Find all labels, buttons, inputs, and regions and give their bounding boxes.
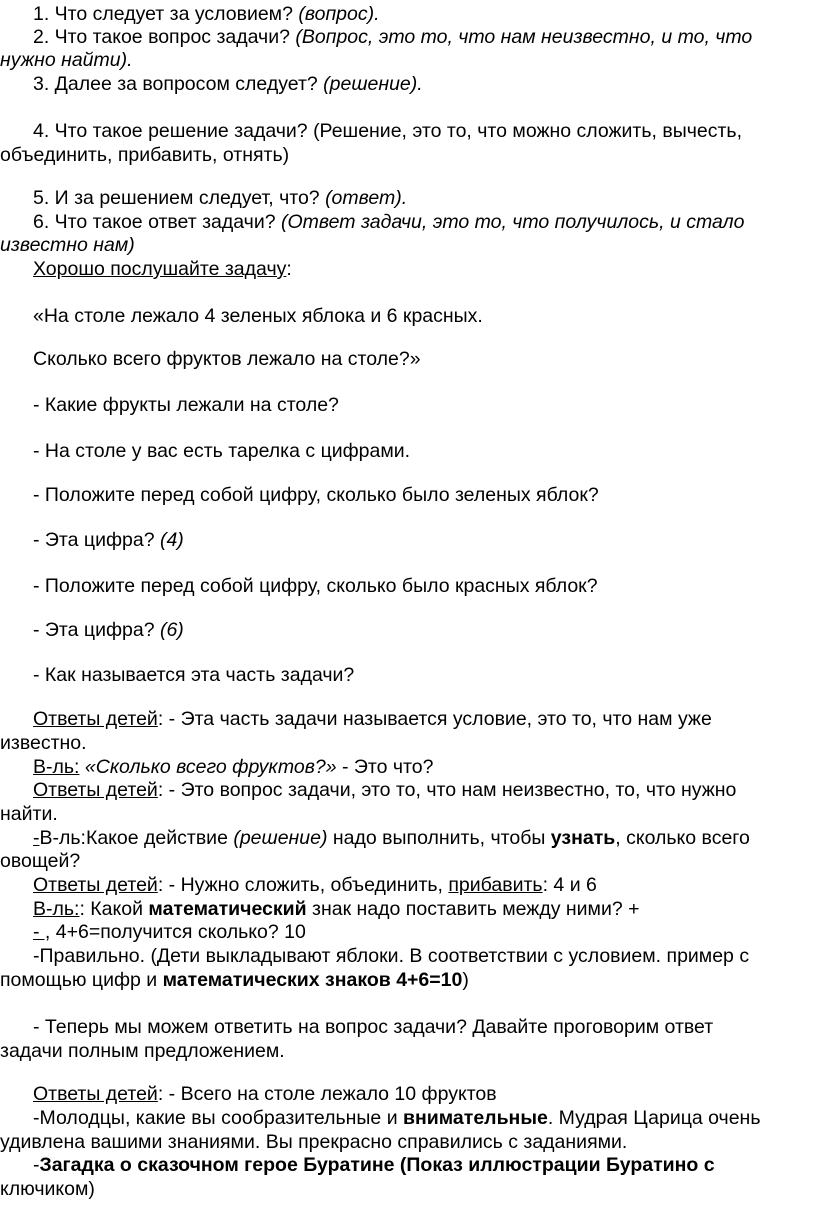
prompt-5 (33, 574, 598, 598)
underlined-text: В-ль: (33, 756, 80, 778)
answer-3 (33, 873, 597, 897)
question-4 (33, 119, 742, 143)
italic-text: известно нам) (0, 234, 135, 256)
text: ) (462, 969, 469, 991)
text: - На столе у вас есть тарелка с цифрами. (33, 440, 411, 462)
text: знак надо поставить между ними? + (306, 898, 640, 920)
underlined-text: Хорошо послушайте задачу (33, 258, 287, 280)
task-text-2 (33, 347, 421, 371)
text: задачи полным предложением. (0, 1040, 285, 1062)
teacher-1 (33, 755, 433, 779)
text: Сколько всего фруктов лежало на столе?» (33, 348, 421, 370)
prompt-3 (33, 483, 599, 507)
teacher-8-cont (0, 1177, 95, 1201)
teacher-6-cont (0, 1039, 285, 1063)
bold-text: внимательные (403, 1107, 548, 1129)
text: : - Всего на столе лежало 10 фруктов (157, 1083, 497, 1105)
listen-heading (33, 257, 292, 281)
prompt-2 (33, 439, 410, 463)
question-2 (33, 25, 752, 49)
text: : 4 и 6 (542, 874, 597, 896)
question-6 (33, 210, 745, 234)
text: : - Эта часть задачи называется условие, это то, что нам уже (157, 708, 712, 730)
text: - Положите перед собой цифру, сколько было красных яблок? (33, 575, 598, 597)
question-5 (33, 186, 407, 210)
text: 5. И за решением следует, что? (33, 187, 326, 209)
text: 3. Далее за вопросом следует? (33, 73, 324, 95)
question-1 (33, 2, 380, 26)
prompt-1 (33, 393, 339, 417)
text: : (286, 258, 292, 280)
italic-text: (решение). (323, 73, 423, 95)
prompt-6 (33, 618, 184, 642)
underlined-text: В-ль: (33, 898, 80, 920)
text: помощью цифр и (0, 969, 163, 991)
teacher-7-cont (0, 1130, 627, 1154)
teacher-6 (33, 1015, 713, 1039)
teacher-2-cont (0, 849, 80, 873)
question-3 (33, 72, 423, 96)
italic-text: (вопрос). (298, 3, 380, 25)
answer-1 (33, 707, 712, 731)
underlined-text: Ответы детей (33, 779, 158, 801)
italic-text: (Ответ задачи, это то, что получилось, и стало (281, 211, 745, 233)
text: 1. Что следует за условием? (33, 3, 299, 25)
italic-text: «Сколько всего фруктов?» (84, 756, 337, 778)
text: объединить, прибавить, отнять) (0, 144, 290, 166)
text: 4+6=получится сколько? 10 (50, 921, 306, 943)
italic-text: (ответ). (325, 187, 408, 209)
text: В-ль:Какое действие (39, 827, 234, 849)
text: - (33, 1154, 40, 1176)
prompt-7 (33, 663, 354, 687)
task-text-1 (33, 304, 483, 328)
underlined-text: - (33, 827, 40, 849)
italic-text: (6) (159, 619, 184, 641)
italic-text: (Вопрос, это то, что нам неизвестно, и то, что (295, 26, 753, 48)
text: 4. Что такое решение задачи? (Решение, это то, что можно сложить, вычесть, (33, 120, 742, 142)
text: - Эта цифра? (33, 619, 160, 641)
text: - Какие фрукты лежали на столе? (33, 394, 339, 416)
text: - Эта цифра? (33, 529, 160, 551)
teacher-8 (33, 1153, 715, 1177)
text: : - Это вопрос задачи, это то, что нам неизвестно, то, что нужно (157, 779, 737, 801)
teacher-7 (33, 1106, 761, 1130)
text: -Молодцы, какие вы сообразительные и (33, 1107, 404, 1129)
text: известно. (0, 732, 87, 754)
teacher-5 (33, 944, 749, 968)
question-6-cont (0, 233, 135, 257)
text: 6. Что такое ответ задачи? (33, 211, 281, 233)
text: , сколько всего (615, 827, 750, 849)
bold-text: математических знаков 4+6=10 (162, 969, 463, 991)
bold-text: Загадка о сказочном герое Буратине (Показ иллюстрации Буратино с (39, 1154, 715, 1176)
text: . Мудрая Царица очень (547, 1107, 761, 1129)
bold-text: узнать (550, 827, 616, 849)
underlined-text: Ответы детей (33, 708, 158, 730)
text: найти. (0, 803, 58, 825)
text: - Это что? (336, 756, 434, 778)
text: - Теперь мы можем ответить на вопрос задачи? Давайте проговорим ответ (33, 1016, 714, 1038)
text: ключиком) (0, 1178, 95, 1200)
text: - Как называется эта часть задачи? (33, 664, 355, 686)
teacher-2 (33, 826, 750, 850)
text: - Положите перед собой цифру, сколько было зеленых яблок? (33, 484, 599, 506)
underlined-text: Ответы детей (33, 874, 158, 896)
teacher-5-cont (0, 968, 469, 992)
text: овощей? (0, 850, 81, 872)
italic-text: (решение) (233, 827, 328, 849)
teacher-4 (33, 920, 306, 944)
text: -Правильно. (Дети выкладывают яблоки. В соответствии с условием. пример с (33, 945, 750, 967)
bold-text: математический (148, 898, 307, 920)
text: 2. Что такое вопрос задачи? (33, 26, 296, 48)
answer-1-cont (0, 731, 87, 755)
italic-text: (4) (159, 529, 184, 551)
teacher-3 (33, 897, 640, 921)
answer-2-cont (0, 802, 58, 826)
text: удивлена вашими знаниями. Вы прекрасно справились с заданиями. (0, 1131, 628, 1153)
question-4-cont (0, 143, 289, 167)
answer-2 (33, 778, 736, 802)
text: : Какой (79, 898, 149, 920)
italic-text: нужно найти). (0, 49, 133, 71)
underlined-text: Ответы детей (33, 1083, 158, 1105)
underlined-text: - , (33, 921, 51, 943)
text: «На столе лежало 4 зеленых яблока и 6 красных. (33, 305, 483, 327)
text: надо выполнить, чтобы (327, 827, 551, 849)
underlined-text: прибавить (448, 874, 543, 896)
answer-4 (33, 1082, 497, 1106)
prompt-4 (33, 528, 184, 552)
question-2-cont (0, 48, 133, 72)
text: : - Нужно сложить, объединить, (157, 874, 449, 896)
